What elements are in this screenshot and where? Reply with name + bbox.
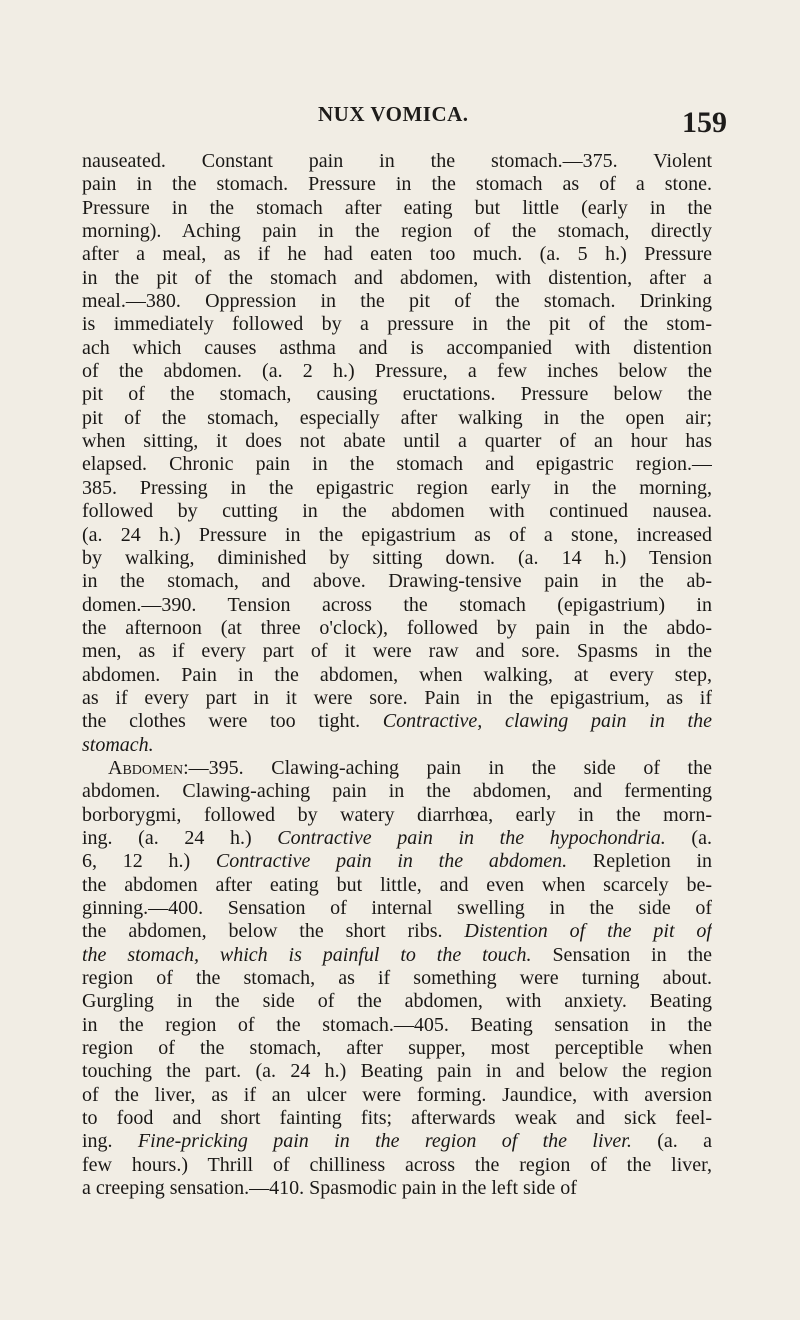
text-line [82, 407, 712, 430]
text-segment: when sitting, it does not abate until a quarter of an hour has [82, 430, 712, 453]
text-segment: :—395. Clawing-aching pain in the side of the [183, 756, 712, 779]
text-line [82, 360, 712, 383]
text-segment: is immediately followed by a pressure in the pit of the stom- [82, 313, 712, 336]
text-line [82, 1130, 712, 1153]
italic-symptom: stomach. [82, 733, 154, 756]
text-line [82, 757, 712, 780]
text-segment: Sensation in the [531, 943, 712, 966]
text-segment: ing. [82, 1130, 138, 1153]
text-line [82, 850, 712, 873]
text-line [82, 337, 712, 360]
text-segment: (a. [665, 826, 712, 849]
text-segment: 385. Pressing in the epigastric region early in the morning, [82, 476, 712, 499]
text-segment: as if every part in it were sore. Pain in the epigastrium, as if [82, 686, 712, 709]
text-segment: followed by cutting in the abdomen with continued nausea. [82, 500, 712, 523]
text-line [82, 1154, 712, 1177]
page-number: 159 [682, 106, 727, 139]
text-segment: touching the part. (a. 24 h.) Beating pain in and below the region [82, 1060, 712, 1083]
text-line [82, 990, 712, 1013]
text-line [82, 500, 712, 523]
text-line [82, 780, 712, 803]
text-segment: a creeping sensation.—410. Spasmodic pain in the left side of [82, 1177, 577, 1200]
text-line [82, 734, 712, 757]
text-line [82, 173, 712, 196]
text-segment: Repletion in [567, 850, 712, 873]
text-line [82, 967, 712, 990]
text-line [82, 1177, 712, 1200]
text-line [82, 267, 712, 290]
text-line [82, 664, 712, 687]
text-line [82, 640, 712, 663]
text-segment: of the abdomen. (a. 2 h.) Pressure, a few inches below the [82, 360, 712, 383]
italic-symptom: Distention of the pit of [464, 920, 712, 943]
running-head: NUX VOMICA. [318, 102, 469, 126]
text-line [82, 290, 712, 313]
text-segment: few hours.) Thrill of chilliness across the region of the liver, [82, 1153, 712, 1176]
text-line [82, 1084, 712, 1107]
text-segment: of the liver, as if an ulcer were forming. Jaundice, with aversion [82, 1083, 712, 1106]
text-segment: (a. 24 h.) Pressure in the epigastrium as of a stone, increased [82, 523, 712, 546]
text-line [82, 920, 712, 943]
text-line [82, 1060, 712, 1083]
text-line [82, 710, 712, 733]
text-line [82, 313, 712, 336]
text-line [82, 594, 712, 617]
text-segment: borborygmi, followed by watery diarrhœa, early in the morn- [82, 803, 712, 826]
text-segment: the abdomen, below the short ribs. [82, 920, 465, 943]
text-line [82, 524, 712, 547]
text-line [82, 150, 712, 173]
text-line [82, 570, 712, 593]
text-segment: to food and short fainting fits; afterwards weak and sick feel- [82, 1107, 712, 1130]
text-segment: 6, 12 h.) [82, 850, 216, 873]
text-segment: the abdomen after eating but little, and even when scarcely be- [82, 873, 712, 896]
body-text [82, 150, 712, 1200]
text-segment: in the pit of the stomach and abdomen, with distention, after a [82, 266, 712, 289]
text-line [82, 617, 712, 640]
text-segment: meal.—380. Oppression in the pit of the stomach. Drinking [82, 290, 712, 313]
text-segment: Pressure in the stomach after eating but little (early in the [82, 196, 712, 219]
text-segment: in the region of the stomach.—405. Beating sensation in the [82, 1013, 712, 1036]
text-segment: Gurgling in the side of the abdomen, with anxiety. Beating [82, 990, 712, 1013]
text-line [82, 197, 712, 220]
text-segment: the afternoon (at three o'clock), followed by pain in the abdo- [82, 616, 712, 639]
text-line [82, 897, 712, 920]
text-line [82, 220, 712, 243]
text-line [82, 453, 712, 476]
text-segment: in the stomach, and above. Drawing-tensive pain in the ab- [82, 570, 712, 593]
text-segment: ing. (a. 24 h.) [82, 826, 278, 849]
text-segment: elapsed. Chronic pain in the stomach and epigastric region.— [82, 453, 712, 476]
text-segment: after a meal, as if he had eaten too much. (a. 5 h.) Pressure [82, 243, 712, 266]
text-segment: pit of the stomach, especially after walking in the open air; [82, 406, 712, 429]
text-line [82, 1037, 712, 1060]
text-line [82, 430, 712, 453]
section-heading: Abdomen [108, 756, 184, 779]
text-line [82, 827, 712, 850]
text-segment: region of the stomach, as if something were turning about. [82, 967, 712, 990]
text-line [82, 383, 712, 406]
italic-symptom: Contractive pain in the hypochondria. [277, 826, 666, 849]
text-line [82, 477, 712, 500]
text-segment: ach which causes asthma and is accompanied with distention [82, 336, 712, 359]
text-segment: men, as if every part of it were raw and sore. Spasms in the [82, 640, 712, 663]
text-line [82, 1014, 712, 1037]
text-line [82, 547, 712, 570]
text-segment: nauseated. Constant pain in the stomach.—375. Violent [82, 150, 712, 172]
text-segment: morning). Aching pain in the region of the stomach, directly [82, 220, 712, 243]
italic-symptom: Contractive, clawing pain in the [382, 710, 712, 733]
text-segment: by walking, diminished by sitting down. (a. 14 h.) Tension [82, 546, 712, 569]
italic-symptom: Fine-pricking pain in the region of the liver. [137, 1130, 632, 1153]
italic-symptom: Contractive pain in the abdomen. [215, 850, 568, 873]
text-segment: (a. a [631, 1130, 712, 1153]
text-segment: abdomen. Pain in the abdomen, when walking, at every step, [82, 663, 712, 686]
text-line [82, 1107, 712, 1130]
text-line [82, 687, 712, 710]
text-line [82, 243, 712, 266]
italic-symptom: the stomach, which is painful to the touch. [82, 943, 532, 966]
text-segment: pain in the stomach. Pressure in the stomach as of a stone. [82, 173, 712, 196]
text-line [82, 944, 712, 967]
text-segment: pit of the stomach, causing eructations. Pressure below the [82, 383, 712, 406]
text-segment: the clothes were too tight. [82, 710, 383, 733]
text-segment: abdomen. Clawing-aching pain in the abdomen, and fermenting [82, 780, 712, 803]
text-segment: region of the stomach, after supper, most perceptible when [82, 1037, 712, 1060]
text-segment: ginning.—400. Sensation of internal swelling in the side of [82, 897, 712, 919]
text-line [82, 804, 712, 827]
text-line [82, 874, 712, 897]
text-segment: domen.—390. Tension across the stomach (epigastrium) in [82, 593, 712, 616]
